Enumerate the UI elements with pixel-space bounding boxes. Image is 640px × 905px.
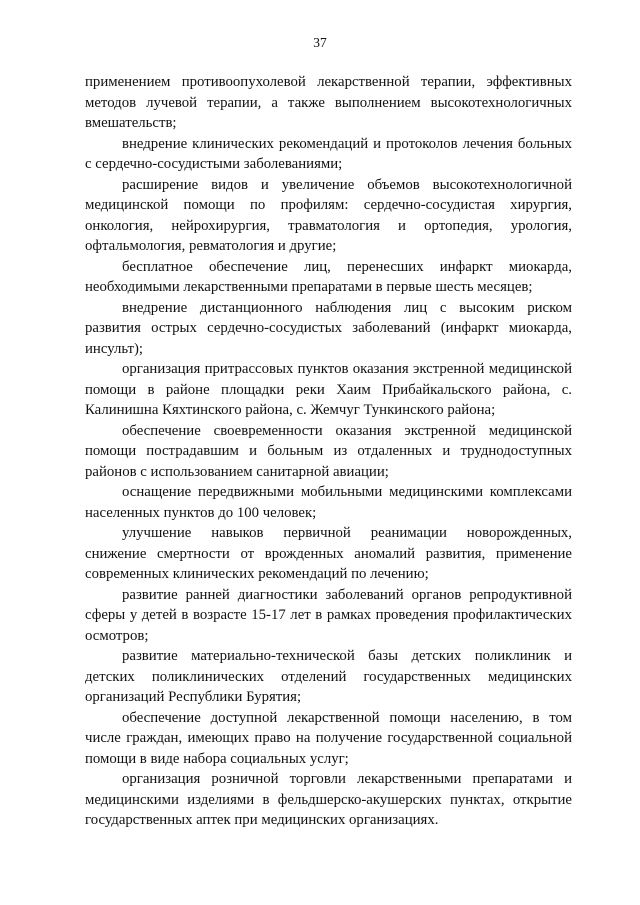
paragraph: расширение видов и увеличение объемов высокотехнологичной медицинской помощи по профилям: сердечно-сосудистая хирургия, онкология, нейрохирургия, травматология и ортопедия, урология, офтальмология, ревматология и другие; — [85, 176, 572, 254]
document-body — [85, 72, 572, 831]
paragraph: развитие ранней диагностики заболеваний органов репродуктивной сферы у детей в возрасте 15-17 лет в рамках проведения профилактических осмотров; — [85, 586, 572, 644]
paragraph: организация притрассовых пунктов оказания экстренной медицинской помощи в районе площадки реки Хаим Прибайкальского района, с. Калинишна Кяхтинского района, с. Жемчуг Тункинского района; — [85, 361, 572, 418]
paragraph: улучшение навыков первичной реанимации новорожденных, снижение смертности от врожденных аномалий развития, применение современных клинических рекомендаций по лечению; — [85, 525, 572, 582]
paragraph: обеспечение своевременности оказания экстренной медицинской помощи пострадавшим и больным из отдаленных и труднодоступных районов с использованием санитарной авиации; — [85, 422, 572, 480]
paragraph: обеспечение доступной лекарственной помощи населению, в том числе граждан, имеющих право на получение государственной социальной помощи в виде набора социальных услуг; — [85, 709, 572, 767]
paragraph: применением противоопухолевой лекарственной терапии, эффективных методов лучевой терапии, а также выполнением высокотехнологичных вмешательств; — [85, 74, 572, 131]
paragraph: внедрение дистанционного наблюдения лиц с высоким риском развития острых сердечно-сосудистых заболеваний (инфаркт миокарда, инсульт); — [85, 299, 572, 357]
paragraph: бесплатное обеспечение лиц, перенесших инфаркт миокарда, необходимыми лекарственными препаратами в первые шесть месяцев; — [85, 258, 572, 295]
paragraph: внедрение клинических рекомендаций и протоколов лечения больных с сердечно-сосудистыми заболеваниями; — [85, 135, 572, 172]
paragraph: развитие материально-технической базы детских поликлиник и детских поликлинических отделений государственных медицинских организаций Республики Бурятия; — [85, 648, 572, 705]
paragraph: организация розничной торговли лекарственными препаратами и медицинскими изделиями в фельдшерско-акушерских пунктах, открытие государственных аптек при медицинских организациях. — [85, 771, 572, 828]
page-number: 37 — [313, 35, 327, 50]
paragraph: оснащение передвижными мобильными медицинскими комплексами населенных пунктов до 100 человек; — [85, 484, 572, 521]
